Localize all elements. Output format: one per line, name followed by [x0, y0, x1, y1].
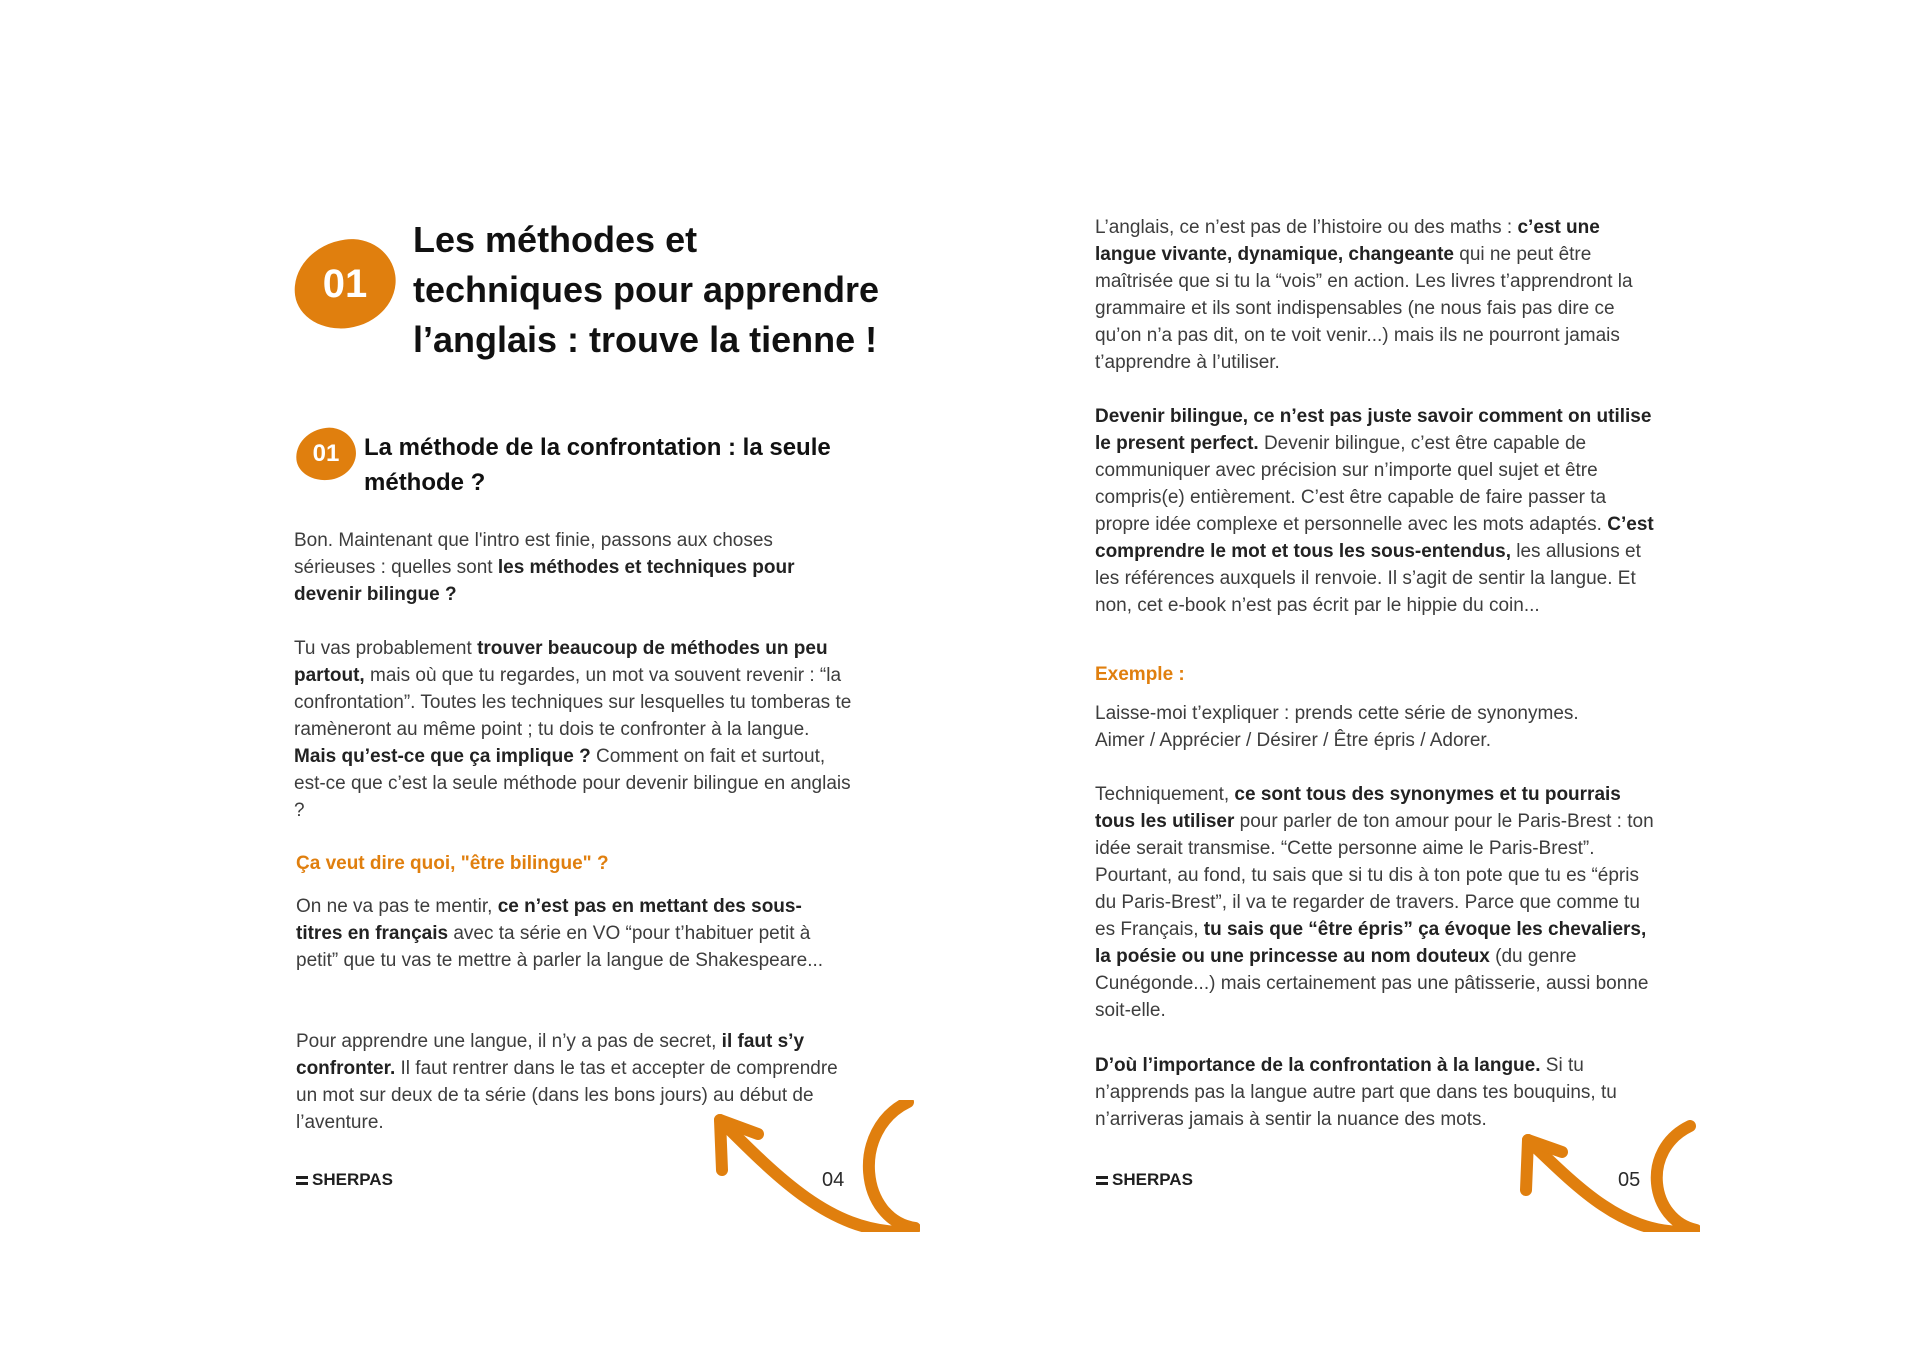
paragraph-synonymes: Laisse-moi t’expliquer : prends cette série de synonymes. Aimer / Apprécier / Désirer / Être épris / Adorer.: [1095, 703, 1579, 751]
curved-arrow-icon: [700, 1100, 920, 1232]
subheading-exemple: Exemple :: [1095, 664, 1185, 685]
paragraph-techniquement: Techniquement, ce sont tous des synonymes et tu pourrais tous les utiliser pour parler de ton amour pour le Paris-Brest : ton idée serait transmise. “Cette personne aime le Paris-Brest”. Pourtant, au fond, tu sais que si tu dis à ton pote que tu es “épris du Paris-Brest”, il va te regarder de travers. Parce que comme tu es Français, tu sais que “être épris” ça évoque les chevaliers, la poésie ou une princesse au nom douteux (du genre Cunégonde...) mais certainement pas une pâtisserie, aussi bonne soit-elle.: [1095, 784, 1654, 1021]
sherpas-logo: [296, 1170, 393, 1190]
paragraph-living-language: L’anglais, ce n’est pas de l’histoire ou des maths : c’est une langue vivante, dynamique, changeante qui ne peut être maîtrisée que si tu la “vois” en action. Les livres t’apprendront la grammaire et ils sont indispensables (ne nous fais pas dire ce qu’on n’a pas dit, on te voit venir...) mais ils ne pourront jamais t’apprendre à l’utiliser.: [1095, 217, 1633, 373]
paragraph-intro: Bon. Maintenant que l'intro est finie, passons aux choses sérieuses : quelles sont les méthodes et techniques pour devenir bilingue ?: [294, 530, 795, 605]
chapter-number: 01: [322, 261, 368, 306]
paragraph-importance: D’où l’importance de la confrontation à la langue. Si tu n’apprends pas la langue autre part que dans tes bouquins, tu n’arriveras jamais à sentir la nuance des mots.: [1095, 1055, 1617, 1130]
sherpas-logo: [1096, 1170, 1193, 1190]
paragraph-subtitles: On ne va pas te mentir, ce n’est pas en mettant des sous-titres en français avec ta série en VO “pour t’habituer petit à petit” que tu vas te mettre à parler la langue de Shakespeare...: [296, 896, 824, 971]
paragraph-devenir-bilingue: Devenir bilingue, ce n’est pas juste savoir comment on utilise le present perfect. Devenir bilingue, c’est être capable de communiquer avec précision sur n’importe quel sujet et être compris(e) entièrement. C’est être capable de faire passer ta propre idée complexe et personnelle avec les mots adaptés. C’est comprendre le mot et tous les sous-entendus, les allusions et les références auxquels il renvoie. Il s’agit de sentir la langue. Et non, cet e-book n’est pas écrit par le hippie du coin...: [1095, 406, 1654, 616]
section-title: La méthode de la confrontation : la seule méthode ?: [364, 434, 831, 496]
curved-arrow-icon: [1500, 1120, 1700, 1232]
logo-text: SHERPAS: [1112, 1170, 1193, 1189]
logo-text: SHERPAS: [312, 1170, 393, 1189]
page-number: 04: [822, 1169, 845, 1191]
paragraph-secret: Pour apprendre une langue, il n’y a pas de secret, il faut s’y confronter. Il faut rentrer dans le tas et accepter de comprendre un mot sur deux de ta série (dans les bons jours) au début de l’aventure.: [296, 1031, 838, 1133]
page-number: 05: [1618, 1169, 1641, 1191]
logo-bars-icon: [296, 1176, 308, 1185]
chapter-title: Les méthodes et techniques pour apprendre l’anglais : trouve la tienne !: [413, 219, 880, 360]
paragraph-confrontation: Tu vas probablement trouver beaucoup de méthodes un peu partout, mais où que tu regardes, un mot va souvent revenir : “la confrontation”. Toutes les techniques sur lesquelles tu tomberas te ramèneront au même point ; tu dois te confronter à la langue. Mais qu’est-ce que ça implique ? Comment on fait et surtout, est-ce que c’est la seule méthode pour devenir bilingue en anglais ?: [294, 638, 852, 821]
subheading-bilingue: Ça veut dire quoi, "être bilingue" ?: [296, 853, 609, 874]
right-page: [960, 0, 1920, 1357]
section-number: 01: [312, 440, 340, 467]
logo-bars-icon: [1096, 1176, 1108, 1185]
